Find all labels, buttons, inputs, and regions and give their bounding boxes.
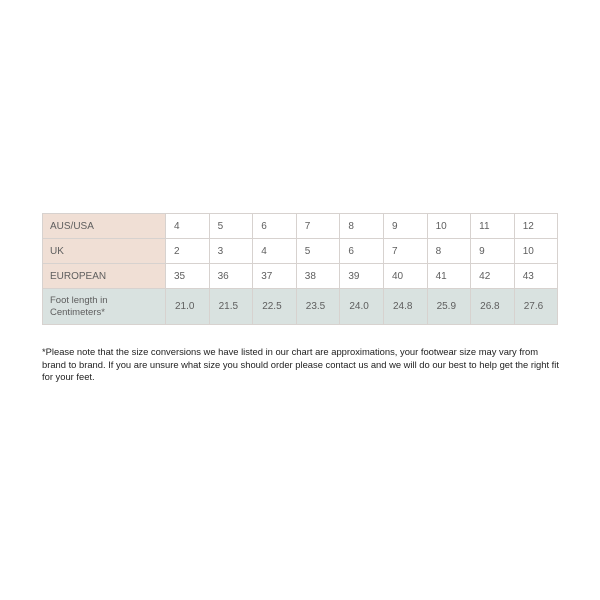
- size-cell: 40: [383, 264, 427, 289]
- size-cell: 41: [427, 264, 471, 289]
- size-cell: 4: [253, 239, 297, 264]
- size-cell: 27.6: [514, 289, 558, 325]
- size-cell: 10: [427, 214, 471, 239]
- row-european: [43, 264, 558, 289]
- size-cell: 5: [209, 214, 253, 239]
- size-cell: 7: [383, 239, 427, 264]
- row-aus-usa: [43, 214, 558, 239]
- size-cell: 12: [514, 214, 558, 239]
- size-cell: 8: [340, 214, 384, 239]
- row-label: AUS/USA: [43, 214, 166, 239]
- size-cell: 26.8: [471, 289, 515, 325]
- size-cell: 42: [471, 264, 515, 289]
- row-foot-length: [43, 289, 558, 325]
- size-cell: 7: [296, 214, 340, 239]
- size-cell: 6: [340, 239, 384, 264]
- size-cell: 4: [166, 214, 210, 239]
- size-disclaimer-note: *Please note that the size conversions we have listed in our chart are approximations, your footwear size may vary from brand to brand. If you are unsure what size you should order please contact us and we will do our best to help get the right fit for your feet.: [42, 346, 559, 382]
- size-cell: 23.5: [296, 289, 340, 325]
- size-cell: 37: [253, 264, 297, 289]
- size-cell: 9: [471, 239, 515, 264]
- size-cell: 43: [514, 264, 558, 289]
- size-cell: 6: [253, 214, 297, 239]
- size-cell: 5: [296, 239, 340, 264]
- row-label: EUROPEAN: [43, 264, 166, 289]
- size-cell: 25.9: [427, 289, 471, 325]
- size-cell: 8: [427, 239, 471, 264]
- size-cell: 3: [209, 239, 253, 264]
- size-chart-body: [43, 214, 558, 325]
- size-cell: 24.8: [383, 289, 427, 325]
- size-cell: 24.0: [340, 289, 384, 325]
- size-cell: 2: [166, 239, 210, 264]
- size-cell: 9: [383, 214, 427, 239]
- size-cell: 10: [514, 239, 558, 264]
- row-label: UK: [43, 239, 166, 264]
- row-uk: [43, 239, 558, 264]
- size-chart-table: [42, 213, 558, 325]
- size-cell: 36: [209, 264, 253, 289]
- size-cell: 35: [166, 264, 210, 289]
- size-cell: 21.0: [166, 289, 210, 325]
- row-label: Foot length in Centimeters*: [43, 289, 166, 325]
- size-cell: 38: [296, 264, 340, 289]
- size-cell: 39: [340, 264, 384, 289]
- size-cell: 22.5: [253, 289, 297, 325]
- size-cell: 11: [471, 214, 515, 239]
- size-cell: 21.5: [209, 289, 253, 325]
